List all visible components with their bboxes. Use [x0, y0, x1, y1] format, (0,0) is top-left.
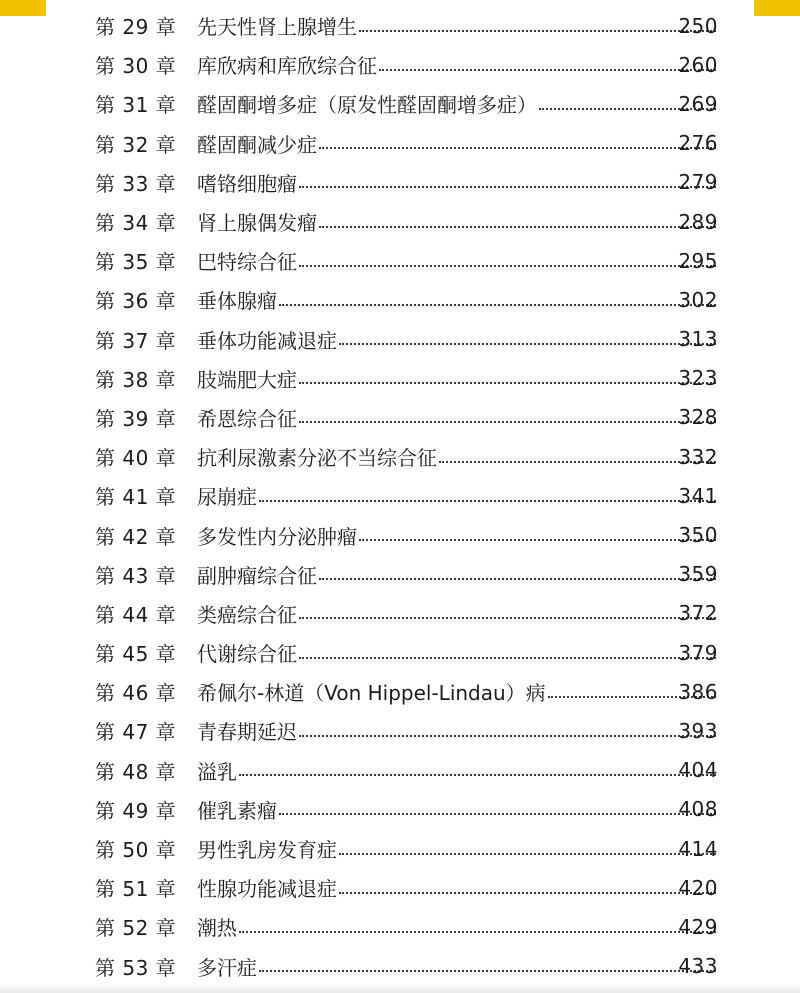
chapter-title: 嗜铬细胞瘤: [197, 171, 297, 196]
toc-entry[interactable]: [0, 476, 800, 515]
page-number: 341: [678, 483, 718, 508]
chapter-number: 第 38 章: [95, 367, 177, 392]
chapter-title-line: [197, 873, 718, 902]
chapter-number: 第 49 章: [95, 798, 177, 823]
chapter-number: 第 53 章: [95, 955, 177, 980]
dot-leader: [239, 774, 716, 776]
chapter-title: 代谢综合征: [197, 642, 297, 667]
page-number: 350: [678, 523, 718, 548]
dot-leader: [319, 147, 716, 149]
chapter-title: 希恩综合征: [197, 406, 297, 431]
page-number: 414: [678, 836, 718, 861]
toc-entry[interactable]: [0, 320, 800, 359]
dot-leader: [299, 421, 716, 423]
chapter-title: 希佩尔-林道（Von Hippel-Lindau）病: [197, 681, 546, 706]
chapter-title-line: [197, 129, 718, 158]
dot-leader: [339, 853, 716, 855]
dot-leader: [299, 735, 716, 737]
dot-leader: [279, 813, 716, 815]
dot-leader: [299, 382, 716, 384]
chapter-title-line: [197, 89, 718, 118]
toc-entry[interactable]: [0, 711, 800, 750]
chapter-title-line: [197, 168, 718, 197]
page-number: 289: [678, 209, 718, 234]
page-number: 420: [678, 875, 718, 900]
page-edge-shadow: [0, 983, 800, 993]
page-number: 328: [678, 405, 718, 430]
toc-entry[interactable]: [0, 829, 800, 868]
toc-entry[interactable]: [0, 672, 800, 711]
chapter-title: 垂体功能减退症: [197, 328, 337, 353]
chapter-title: 催乳素瘤: [197, 798, 277, 823]
chapter-title: 性腺功能减退症: [197, 877, 337, 902]
toc-entry[interactable]: [0, 84, 800, 123]
chapter-number: 第 35 章: [95, 250, 177, 275]
toc-entry[interactable]: [0, 241, 800, 280]
page-number: 269: [678, 91, 718, 116]
chapter-title-line: [197, 599, 718, 628]
page-number: 372: [678, 601, 718, 626]
dot-leader: [259, 500, 716, 502]
toc-entry[interactable]: [0, 790, 800, 829]
chapter-number: 第 43 章: [95, 563, 177, 588]
dot-leader: [319, 226, 716, 228]
chapter-title: 尿崩症: [197, 485, 257, 510]
toc-entry[interactable]: [0, 907, 800, 946]
toc-entry[interactable]: [0, 45, 800, 84]
page-number: 250: [678, 13, 718, 38]
chapter-title: 巴特综合征: [197, 250, 297, 275]
chapter-title: 先天性肾上腺增生: [197, 15, 357, 40]
page-number: 433: [678, 954, 718, 979]
toc-entry[interactable]: [0, 359, 800, 398]
toc-entry[interactable]: [0, 947, 800, 986]
toc-entry[interactable]: [0, 555, 800, 594]
page-number: 408: [678, 797, 718, 822]
chapter-title: 抗利尿激素分泌不当综合征: [197, 446, 437, 471]
chapter-title-line: [197, 285, 718, 314]
dot-leader: [359, 30, 716, 32]
chapter-number: 第 44 章: [95, 602, 177, 627]
chapter-title: 潮热: [197, 916, 237, 941]
chapter-number: 第 48 章: [95, 759, 177, 784]
chapter-title-line: [197, 952, 718, 981]
chapter-title-line: [197, 325, 718, 354]
dot-leader: [259, 970, 716, 972]
chapter-title-line: [197, 207, 718, 236]
chapter-title: 肾上腺偶发瘤: [197, 211, 317, 236]
chapter-number: 第 41 章: [95, 485, 177, 510]
dot-leader: [339, 892, 716, 894]
dot-leader: [299, 617, 716, 619]
toc-entry[interactable]: [0, 280, 800, 319]
chapter-title: 溢乳: [197, 759, 237, 784]
chapter-number: 第 42 章: [95, 524, 177, 549]
page-number: 323: [678, 366, 718, 391]
chapter-title-line: [197, 481, 718, 510]
page-number: 386: [678, 679, 718, 704]
dot-leader: [339, 343, 716, 345]
chapter-number: 第 47 章: [95, 720, 177, 745]
page-number: 302: [678, 287, 718, 312]
page-number: 279: [678, 170, 718, 195]
chapter-title: 醛固酮增多症（原发性醛固酮增多症）: [197, 93, 537, 118]
toc-entry[interactable]: [0, 124, 800, 163]
chapter-title-line: [197, 638, 718, 667]
chapter-title: 男性乳房发育症: [197, 838, 337, 863]
chapter-number: 第 39 章: [95, 406, 177, 431]
dot-leader: [319, 578, 716, 580]
page-number: 429: [678, 914, 718, 939]
toc-entry[interactable]: [0, 202, 800, 241]
dot-leader: [379, 69, 716, 71]
toc-entry[interactable]: [0, 437, 800, 476]
chapter-title: 醛固酮减少症: [197, 132, 317, 157]
chapter-title: 库欣病和库欣综合征: [197, 54, 377, 79]
chapter-number: 第 52 章: [95, 916, 177, 941]
chapter-title: 副肿瘤综合征: [197, 563, 317, 588]
toc-entry[interactable]: [0, 594, 800, 633]
page-number: 295: [678, 248, 718, 273]
chapter-title-line: [197, 560, 718, 589]
chapter-title-line: [197, 912, 718, 941]
toc-entry[interactable]: [0, 868, 800, 907]
chapter-title: 垂体腺瘤: [197, 289, 277, 314]
chapter-number: 第 31 章: [95, 93, 177, 118]
chapter-number: 第 29 章: [95, 15, 177, 40]
page-number: 379: [678, 640, 718, 665]
chapter-title: 多发性内分泌肿瘤: [197, 524, 357, 549]
toc-entry[interactable]: [0, 398, 800, 437]
chapter-title: 青春期延迟: [197, 720, 297, 745]
dot-leader: [299, 186, 716, 188]
page-number: 276: [678, 131, 718, 156]
chapter-title-line: [197, 403, 718, 432]
chapter-title-line: [197, 756, 718, 785]
page-number: 332: [678, 444, 718, 469]
toc-entry[interactable]: [0, 515, 800, 554]
page-number: 359: [678, 562, 718, 587]
page-number: 313: [678, 327, 718, 352]
chapter-title-line: [197, 442, 718, 471]
chapter-title-line: [197, 677, 718, 706]
chapter-title-line: [197, 716, 718, 745]
chapter-number: 第 33 章: [95, 171, 177, 196]
dot-leader: [299, 657, 716, 659]
dot-leader: [279, 304, 716, 306]
dot-leader: [239, 931, 716, 933]
chapter-number: 第 37 章: [95, 328, 177, 353]
toc-entry[interactable]: [0, 633, 800, 672]
chapter-title-line: [197, 795, 718, 824]
table-of-contents: [0, 6, 800, 986]
chapter-number: 第 50 章: [95, 838, 177, 863]
chapter-number: 第 46 章: [95, 681, 177, 706]
chapter-number: 第 45 章: [95, 642, 177, 667]
toc-entry[interactable]: [0, 6, 800, 45]
chapter-title: 肢端肥大症: [197, 367, 297, 392]
chapter-title-line: [197, 246, 718, 275]
dot-leader: [299, 265, 716, 267]
chapter-title-line: [197, 521, 718, 550]
chapter-number: 第 34 章: [95, 211, 177, 236]
chapter-number: 第 30 章: [95, 54, 177, 79]
page-number: 393: [678, 718, 718, 743]
chapter-number: 第 36 章: [95, 289, 177, 314]
chapter-title-line: [197, 834, 718, 863]
chapter-title: 多汗症: [197, 955, 257, 980]
chapter-number: 第 51 章: [95, 877, 177, 902]
chapter-number: 第 32 章: [95, 132, 177, 157]
chapter-title: 类癌综合征: [197, 602, 297, 627]
toc-entry[interactable]: [0, 751, 800, 790]
chapter-title-line: [197, 364, 718, 393]
chapter-number: 第 40 章: [95, 446, 177, 471]
chapter-title-line: [197, 50, 718, 79]
dot-leader: [359, 539, 716, 541]
toc-entry[interactable]: [0, 163, 800, 202]
page-number: 260: [678, 52, 718, 77]
page-number: 404: [678, 758, 718, 783]
chapter-title-line: [197, 11, 718, 40]
